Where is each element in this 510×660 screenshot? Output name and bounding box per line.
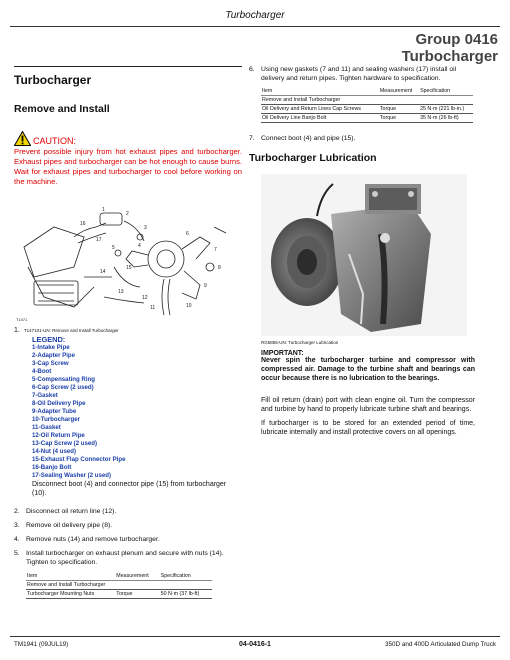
legend-item: 4-Boot [32, 368, 52, 376]
svg-text:8: 8 [218, 265, 221, 272]
spec-table-left [26, 572, 212, 599]
legend-item: 9-Adapter Tube [32, 408, 77, 416]
footer-rule [10, 636, 500, 637]
step-6: 6. Using new gaskets (7 and 11) and sealing washers (17) install oil delivery and return pipes. Tighten hardware to specification. [249, 66, 457, 82]
important-text: Never spin the turbocharger turbine and compressor with compressed air. Damage to the turbine shaft and bearings can occur because there is no lubrication to the bearings. [261, 357, 475, 382]
lubrication-title: Turbocharger Lubrication [249, 152, 377, 165]
spec-table-right [261, 87, 473, 123]
header-rule [10, 26, 500, 27]
svg-text:10: 10 [186, 303, 192, 310]
footer-manual-id: TM1941 (09JUL19) [14, 641, 69, 648]
photo-caption: RG5855-UN: Turbocharger Lubrication [261, 340, 339, 346]
warning-triangle-icon [14, 131, 31, 146]
turbocharger-lubrication-photo [261, 174, 467, 336]
caution-block [14, 131, 242, 187]
right-column [249, 66, 475, 586]
svg-text:5: 5 [112, 245, 115, 252]
svg-text:16: 16 [80, 221, 86, 228]
spec-header-measurement: Measurement [379, 87, 419, 96]
svg-text:3: 3 [144, 225, 147, 232]
group-number: Group 0416 [415, 31, 498, 48]
svg-text:1: 1 [102, 207, 105, 214]
caution-text: Prevent possible injury from hot exhaust pipes and turbocharger. Exhaust pipes and turbocharger can be hot enough to cause burns. Wait for exhaust pipes and turbocharger to cool before working on the machine. [14, 147, 242, 187]
legend-item: 5-Compensating Ring [32, 376, 95, 384]
svg-text:14: 14 [100, 269, 106, 276]
figure-caption: T147101-UN: Remove and Install Turbocharger [23, 328, 119, 334]
svg-text:13: 13 [118, 289, 124, 296]
legend-item: 6-Cap Screw (2 used) [32, 384, 94, 392]
step-item: 5. Install turbocharger on exhaust plenum and secure with nuts (14). Tighten to specification. [14, 549, 224, 566]
left-column [14, 66, 242, 598]
group-title: Turbocharger [401, 48, 498, 65]
legend-item: 1-Intake Pipe [32, 344, 70, 352]
running-header-section: Turbocharger [225, 10, 285, 21]
legend-item: 16-Banjo Bolt [32, 464, 72, 472]
footer-page-number: 04-0416-1 [239, 641, 271, 648]
svg-text:4: 4 [138, 243, 141, 250]
left-steps [14, 508, 242, 567]
step-1-text: Disconnect boot (4) and connector pipe (15) from turbocharger (10). [32, 481, 227, 498]
svg-text:7: 7 [214, 247, 217, 254]
spec-header-specification: Specification [160, 572, 212, 581]
figure-number: 1. T147101-UN: Remove and Install Turbocharger [14, 327, 119, 335]
legend-item: 15-Exhaust Flap Connector Pipe [32, 456, 126, 464]
spec-section-title: Remove and Install Turbocharger [261, 95, 473, 104]
svg-text:17: 17 [96, 237, 102, 244]
lubrication-paragraph-2: If turbocharger is to be stored for an extended period of time, lubricate internally and install protective covers on all openings. [261, 420, 475, 437]
spec-section-title: Remove and Install Turbocharger [26, 581, 212, 590]
step-item: 3. Remove oil delivery pipe (8). [14, 522, 113, 530]
step-item: 2. Disconnect oil return line (12). [14, 508, 117, 516]
svg-text:12: 12 [142, 295, 148, 302]
spec-row: Oil Delivery Line Banjo Bolt Torque 35 N·m (26 lb-ft) [261, 113, 473, 122]
svg-text:9: 9 [204, 283, 207, 290]
svg-text:6: 6 [186, 231, 189, 238]
legend-item: 11-Gasket [32, 424, 61, 432]
legend-item: 2-Adapter Pipe [32, 352, 76, 360]
spec-row: Turbocharger Mounting Nuts Torque 50 N·m (37 lb-ft) [26, 590, 212, 599]
svg-text:11: 11 [150, 305, 156, 312]
legend-item: 7-Gasket [32, 392, 58, 400]
legend-item: 13-Cap Screw (2 used) [32, 440, 98, 448]
spec-header-item: Item [261, 87, 379, 96]
legend-item: 17-Sealing Washer (2 used) [32, 472, 112, 480]
turbocharger-exploded-diagram [14, 207, 232, 323]
legend-item: 14-Nut (4 used) [32, 448, 77, 456]
legend-item: 3-Cap Screw [32, 360, 69, 368]
section-title: Turbocharger [14, 66, 242, 87]
svg-text:2: 2 [126, 211, 129, 218]
step-item: 4. Remove nuts (14) and remove turbocharger. [14, 535, 160, 543]
spec-header-measurement: Measurement [115, 572, 159, 581]
spec-row: Oil Delivery and Return Lines Cap Screws Torque 25 N·m (221 lb-in.) [261, 104, 473, 113]
spec-header-specification: Specification [419, 87, 473, 96]
legend-item: 8-Oil Delivery Pipe [32, 400, 86, 408]
svg-text:15: 15 [126, 265, 132, 272]
important-label: IMPORTANT: [261, 350, 304, 358]
caution-label: CAUTION: [33, 136, 77, 146]
legend-title: LEGEND: [32, 335, 66, 345]
spec-header-item: Item [26, 572, 115, 581]
step-7: 7. Connect boot (4) and pipe (15). [249, 134, 356, 142]
legend-list [32, 344, 242, 480]
section-subtitle: Remove and Install [14, 103, 110, 115]
legend-item: 10-Turbocharger [32, 416, 80, 424]
lubrication-paragraph-1: Fill oil return (drain) port with clean engine oil. Turn the compressor and turbine by hand to properly lubricate turbine shaft and bearings. [261, 396, 475, 413]
footer-product-name: 350D and 400D Articulated Dump Truck [385, 641, 496, 648]
svg-text:T1471: T1471 [16, 317, 28, 323]
legend-item: 12-Oil Return Pipe [32, 432, 85, 440]
